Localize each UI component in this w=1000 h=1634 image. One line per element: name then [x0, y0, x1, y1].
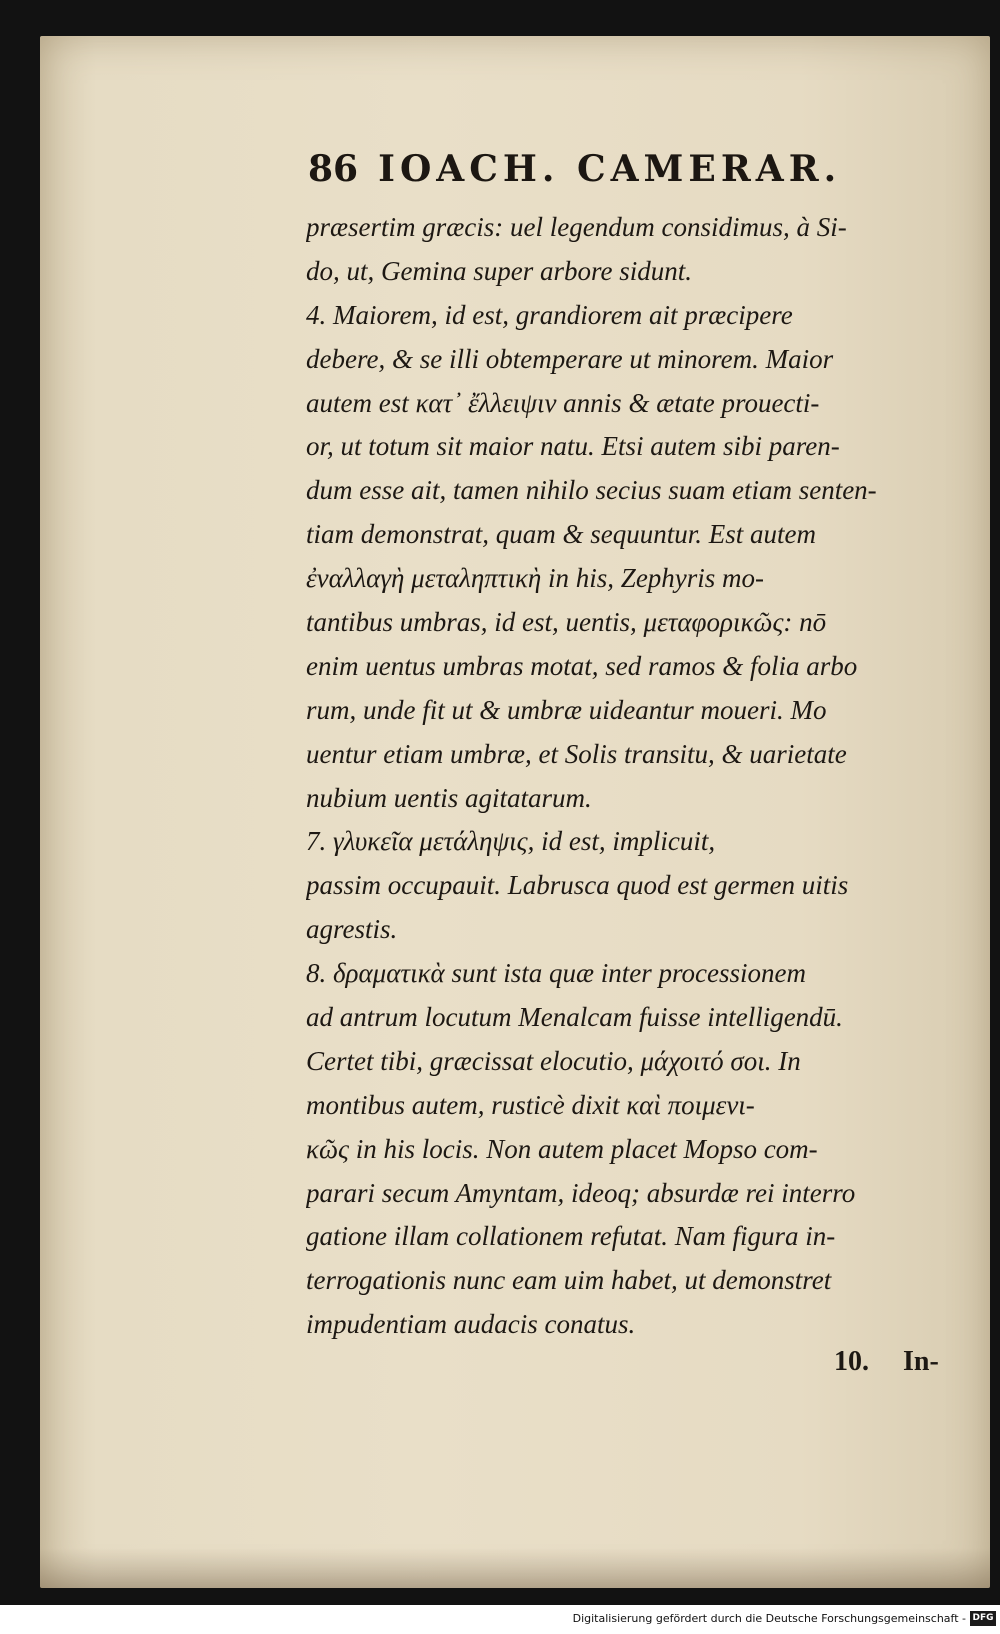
dfg-logo: DFG	[970, 1611, 996, 1626]
text-line: passim occupauit. Labrusca quod est germen uitis	[306, 870, 849, 901]
catchword-word: In-	[903, 1346, 939, 1377]
book-page	[40, 36, 990, 1588]
text-line: enim uentus umbras motat, sed ramos & folia arbo	[306, 650, 858, 681]
text-line: nubium uentis agitatarum.	[306, 782, 592, 813]
note-number: 10.	[834, 1346, 869, 1377]
text-line: dum esse ait, tamen nihilo secius suam etiam senten-	[306, 475, 877, 506]
text-line: tiam demonstrat, quam & sequuntur. Est autem	[306, 519, 816, 550]
text-line: ad antrum locutum Menalcam fuisse intelligendū.	[306, 1002, 843, 1033]
digitization-credit: Digitalisierung gefördert durch die Deutsche Forschungsgemeinschaft -	[572, 1612, 966, 1625]
text-line: terrogationis nunc eam uim habet, ut demonstret	[306, 1265, 832, 1296]
text-line: rum, unde fit ut & umbræ uideantur moueri. Mo	[306, 694, 827, 725]
text-line: uentur etiam umbræ, et Solis transitu, & uarietate	[306, 738, 847, 769]
text-line: præsertim græcis: uel legendum considimus, à Si-	[306, 212, 847, 242]
text-line: gatione illam collationem refutat. Nam figura in-	[306, 1221, 836, 1252]
text-line: montibus autem, rusticè dixit καὶ ποιμενι-	[306, 1089, 755, 1120]
text-block	[306, 206, 931, 1347]
text-line: debere, & se illi obtemperare ut minorem. Maior	[306, 343, 834, 374]
digitization-credit-bar	[0, 1605, 1000, 1634]
text-line: 8. δραματικὰ sunt ista quæ inter processionem	[306, 958, 806, 989]
text-line: do, ut, Gemina super arbore sidunt.	[306, 255, 692, 286]
text-line: autem est κατ᾽ ἔλλειψιν annis & ætate prouecti-	[306, 387, 820, 418]
catchword	[834, 1346, 939, 1378]
text-line: tantibus umbras, id est, uentis, μεταφορικῶς: nō	[306, 607, 827, 638]
running-head	[308, 148, 908, 190]
text-line: Certet tibi, græcissat elocutio, μάχοιτό σοι. In	[306, 1045, 801, 1076]
text-line: or, ut totum sit maior natu. Etsi autem sibi paren-	[306, 431, 840, 462]
text-line: κῶς in his locis. Non autem placet Mopso com-	[306, 1133, 818, 1164]
text-line: agrestis.	[306, 914, 398, 945]
text-line: 4. Maiorem, id est, grandiorem ait præcipere	[306, 299, 793, 330]
page-number: 86	[308, 148, 359, 190]
running-head-title: IOACH. CAMERAR.	[378, 148, 842, 190]
text-line: impudentiam audacis conatus.	[306, 1309, 636, 1340]
text-line: parari secum Amyntam, ideoq; absurdæ rei interro	[306, 1177, 856, 1208]
text-line: ἐναλλαγὴ μεταληπτικὴ in his, Zephyris mo-	[306, 563, 765, 594]
text-line: 7. γλυκεῖα μετάληψις, id est, implicuit,	[306, 826, 716, 857]
